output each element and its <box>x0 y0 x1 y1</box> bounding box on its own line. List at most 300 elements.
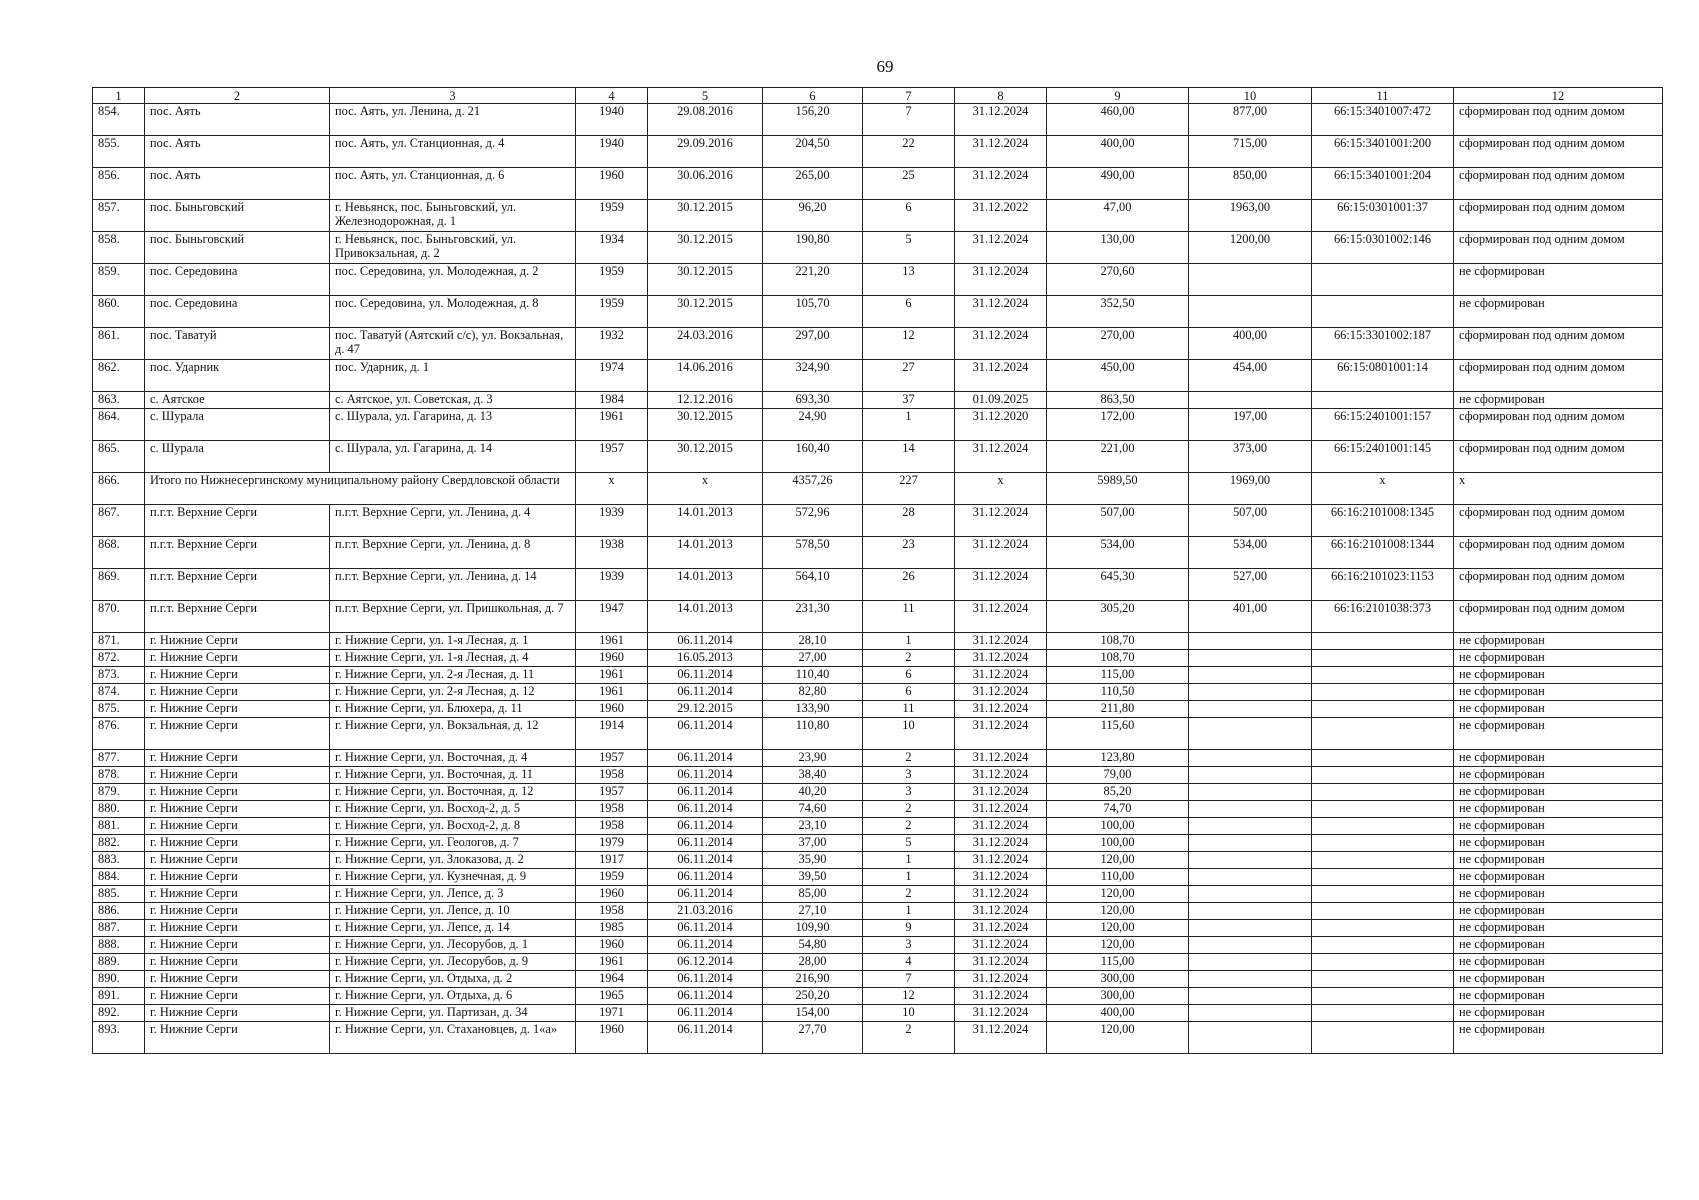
residents-cell: 11 <box>863 601 955 633</box>
deadline-cell: 31.12.2024 <box>955 264 1047 296</box>
locality-cell: г. Нижние Серги <box>145 1022 330 1054</box>
cadastral-number-cell: 66:16:2101008:1345 <box>1312 505 1454 537</box>
cadastral-number-cell <box>1312 296 1454 328</box>
row-number: 865. <box>93 441 145 473</box>
land-area-cell <box>1189 264 1312 296</box>
column-header: 5 <box>648 88 763 104</box>
cadastral-number-cell: 66:15:0301001:37 <box>1312 200 1454 232</box>
deadline-cell: 31.12.2024 <box>955 633 1047 650</box>
status-cell: не сформирован <box>1454 954 1663 971</box>
area-cell: 28,10 <box>763 633 863 650</box>
address-cell: г. Нижние Серги, ул. Лепсе, д. 14 <box>330 920 576 937</box>
year-cell: 1958 <box>576 903 648 920</box>
table-row <box>93 136 1663 168</box>
deadline-cell: 31.12.2024 <box>955 718 1047 750</box>
table-row <box>93 701 1663 718</box>
residents-cell: 26 <box>863 569 955 601</box>
table-row <box>93 886 1663 903</box>
area-cell: 110,80 <box>763 718 863 750</box>
locality-cell: г. Нижние Серги <box>145 988 330 1005</box>
cadastral-number-cell <box>1312 750 1454 767</box>
address-cell: г. Нижние Серги, ул. Стахановцев, д. 1«а» <box>330 1022 576 1054</box>
plot-area-cell: 300,00 <box>1047 971 1189 988</box>
address-cell: пос. Ударник, д. 1 <box>330 360 576 392</box>
table-row <box>93 767 1663 784</box>
area-cell: 4357,26 <box>763 473 863 505</box>
date-cell: 06.11.2014 <box>648 684 763 701</box>
area-cell: 23,90 <box>763 750 863 767</box>
locality-cell: г. Нижние Серги <box>145 667 330 684</box>
cadastral-number-cell: 66:16:2101023:1153 <box>1312 569 1454 601</box>
year-cell: 1958 <box>576 767 648 784</box>
column-header: 6 <box>763 88 863 104</box>
area-cell: 578,50 <box>763 537 863 569</box>
date-cell: 30.12.2015 <box>648 264 763 296</box>
year-cell: 1985 <box>576 920 648 937</box>
status-cell: не сформирован <box>1454 718 1663 750</box>
residents-cell: 28 <box>863 505 955 537</box>
row-number: 861. <box>93 328 145 360</box>
cadastral-number-cell <box>1312 869 1454 886</box>
table-row <box>93 869 1663 886</box>
status-cell: сформирован под одним домом <box>1454 232 1663 264</box>
locality-cell: г. Нижние Серги <box>145 701 330 718</box>
year-cell: 1961 <box>576 684 648 701</box>
cadastral-number-cell <box>1312 767 1454 784</box>
residents-cell: 13 <box>863 264 955 296</box>
plot-area-cell: 120,00 <box>1047 937 1189 954</box>
deadline-cell: 31.12.2024 <box>955 360 1047 392</box>
date-cell: 30.12.2015 <box>648 441 763 473</box>
locality-cell: г. Нижние Серги <box>145 971 330 988</box>
status-cell: не сформирован <box>1454 750 1663 767</box>
locality-cell: пос. Быньговский <box>145 232 330 264</box>
deadline-cell: 31.12.2024 <box>955 801 1047 818</box>
locality-cell: пос. Аять <box>145 104 330 136</box>
locality-cell: п.г.т. Верхние Серги <box>145 569 330 601</box>
land-area-cell: 373,00 <box>1189 441 1312 473</box>
residents-cell: 1 <box>863 869 955 886</box>
status-cell: не сформирован <box>1454 937 1663 954</box>
year-cell: 1960 <box>576 701 648 718</box>
address-cell: г. Нижние Серги, ул. Отдыха, д. 2 <box>330 971 576 988</box>
status-cell: не сформирован <box>1454 920 1663 937</box>
land-area-cell <box>1189 701 1312 718</box>
status-cell: сформирован под одним домом <box>1454 136 1663 168</box>
area-cell: 156,20 <box>763 104 863 136</box>
locality-cell: г. Нижние Серги <box>145 852 330 869</box>
land-area-cell: 1200,00 <box>1189 232 1312 264</box>
date-cell: 06.11.2014 <box>648 971 763 988</box>
status-cell: не сформирован <box>1454 701 1663 718</box>
row-number: 868. <box>93 537 145 569</box>
year-cell: 1940 <box>576 104 648 136</box>
plot-area-cell: 450,00 <box>1047 360 1189 392</box>
locality-cell: г. Нижние Серги <box>145 903 330 920</box>
address-cell: г. Нижние Серги, ул. Восточная, д. 4 <box>330 750 576 767</box>
area-cell: 216,90 <box>763 971 863 988</box>
date-cell: 30.06.2016 <box>648 168 763 200</box>
date-cell: 06.11.2014 <box>648 633 763 650</box>
deadline-cell: 31.12.2024 <box>955 667 1047 684</box>
locality-cell: г. Нижние Серги <box>145 869 330 886</box>
deadline-cell: 31.12.2024 <box>955 601 1047 633</box>
column-header: 2 <box>145 88 330 104</box>
address-cell: г. Нижние Серги, ул. Отдыха, д. 6 <box>330 988 576 1005</box>
cadastral-number-cell <box>1312 886 1454 903</box>
status-cell: не сформирован <box>1454 667 1663 684</box>
table-row <box>93 104 1663 136</box>
status-cell: сформирован под одним домом <box>1454 601 1663 633</box>
date-cell: 06.11.2014 <box>648 852 763 869</box>
table-row <box>93 569 1663 601</box>
land-area-cell <box>1189 718 1312 750</box>
deadline-cell: 31.12.2024 <box>955 784 1047 801</box>
cadastral-number-cell: 66:15:0801001:14 <box>1312 360 1454 392</box>
residents-cell: 9 <box>863 920 955 937</box>
column-header: 8 <box>955 88 1047 104</box>
year-cell: 1940 <box>576 136 648 168</box>
locality-cell: г. Нижние Серги <box>145 801 330 818</box>
year-cell: 1914 <box>576 718 648 750</box>
row-number: 870. <box>93 601 145 633</box>
area-cell: 38,40 <box>763 767 863 784</box>
address-cell: г. Нижние Серги, ул. Лесорубов, д. 1 <box>330 937 576 954</box>
cadastral-number-cell: 66:16:2101038:373 <box>1312 601 1454 633</box>
plot-area-cell: 120,00 <box>1047 920 1189 937</box>
status-cell: не сформирован <box>1454 1022 1663 1054</box>
address-cell: г. Нижние Серги, ул. Восточная, д. 11 <box>330 767 576 784</box>
date-cell: 06.11.2014 <box>648 784 763 801</box>
locality-cell: с. Аятское <box>145 392 330 409</box>
plot-area-cell: 534,00 <box>1047 537 1189 569</box>
land-area-cell <box>1189 971 1312 988</box>
plot-area-cell: 120,00 <box>1047 1022 1189 1054</box>
status-cell: не сформирован <box>1454 886 1663 903</box>
date-cell: 29.09.2016 <box>648 136 763 168</box>
table-row <box>93 264 1663 296</box>
address-cell: г. Невьянск, пос. Быньговский, ул. Привокзальная, д. 2 <box>330 232 576 264</box>
row-number: 891. <box>93 988 145 1005</box>
status-cell: не сформирован <box>1454 869 1663 886</box>
area-cell: 105,70 <box>763 296 863 328</box>
row-number: 885. <box>93 886 145 903</box>
land-area-cell <box>1189 1022 1312 1054</box>
table-row <box>93 920 1663 937</box>
status-cell: сформирован под одним домом <box>1454 569 1663 601</box>
plot-area-cell: 400,00 <box>1047 1005 1189 1022</box>
address-cell: г. Нижние Серги, ул. Лесорубов, д. 9 <box>330 954 576 971</box>
area-cell: 297,00 <box>763 328 863 360</box>
area-cell: 24,90 <box>763 409 863 441</box>
status-cell: сформирован под одним домом <box>1454 441 1663 473</box>
table-row <box>93 328 1663 360</box>
status-cell: не сформирован <box>1454 988 1663 1005</box>
plot-area-cell: 270,60 <box>1047 264 1189 296</box>
date-cell: 29.08.2016 <box>648 104 763 136</box>
year-cell: 1961 <box>576 409 648 441</box>
address-cell: г. Нижние Серги, ул. Блюхера, д. 11 <box>330 701 576 718</box>
area-cell: 204,50 <box>763 136 863 168</box>
address-cell: п.г.т. Верхние Серги, ул. Ленина, д. 4 <box>330 505 576 537</box>
plot-area-cell: 79,00 <box>1047 767 1189 784</box>
plot-area-cell: 130,00 <box>1047 232 1189 264</box>
year-cell: 1958 <box>576 801 648 818</box>
cadastral-number-cell <box>1312 264 1454 296</box>
land-area-cell: 1969,00 <box>1189 473 1312 505</box>
locality-cell: г. Нижние Серги <box>145 937 330 954</box>
plot-area-cell: 305,20 <box>1047 601 1189 633</box>
row-number: 884. <box>93 869 145 886</box>
cadastral-number-cell <box>1312 988 1454 1005</box>
locality-cell: пос. Аять <box>145 168 330 200</box>
locality-cell: пос. Середовина <box>145 296 330 328</box>
row-number: 889. <box>93 954 145 971</box>
cadastral-number-cell <box>1312 633 1454 650</box>
land-area-cell: 715,00 <box>1189 136 1312 168</box>
land-area-cell <box>1189 1005 1312 1022</box>
land-area-cell <box>1189 650 1312 667</box>
locality-cell: г. Нижние Серги <box>145 718 330 750</box>
year-cell: 1939 <box>576 505 648 537</box>
area-cell: 133,90 <box>763 701 863 718</box>
locality-cell: пос. Ударник <box>145 360 330 392</box>
address-cell: с. Шурала, ул. Гагарина, д. 13 <box>330 409 576 441</box>
residents-cell: 7 <box>863 971 955 988</box>
residents-cell: 12 <box>863 328 955 360</box>
land-area-cell <box>1189 886 1312 903</box>
cadastral-number-cell <box>1312 701 1454 718</box>
deadline-cell: 31.12.2024 <box>955 650 1047 667</box>
date-cell: 24.03.2016 <box>648 328 763 360</box>
table-row <box>93 441 1663 473</box>
table-row <box>93 835 1663 852</box>
cadastral-number-cell <box>1312 667 1454 684</box>
residents-cell: 4 <box>863 954 955 971</box>
plot-area-cell: 47,00 <box>1047 200 1189 232</box>
land-area-cell <box>1189 667 1312 684</box>
deadline-cell: 31.12.2024 <box>955 971 1047 988</box>
address-cell: г. Нижние Серги, ул. Геологов, д. 7 <box>330 835 576 852</box>
land-area-cell <box>1189 750 1312 767</box>
row-number: 886. <box>93 903 145 920</box>
deadline-cell: 31.12.2024 <box>955 920 1047 937</box>
date-cell: 12.12.2016 <box>648 392 763 409</box>
address-cell: г. Нижние Серги, ул. Восход-2, д. 8 <box>330 818 576 835</box>
deadline-cell: 31.12.2024 <box>955 537 1047 569</box>
date-cell: 06.11.2014 <box>648 886 763 903</box>
locality-cell: п.г.т. Верхние Серги <box>145 601 330 633</box>
residents-cell: 3 <box>863 767 955 784</box>
land-area-cell <box>1189 988 1312 1005</box>
deadline-cell: 31.12.2024 <box>955 750 1047 767</box>
date-cell: 06.11.2014 <box>648 767 763 784</box>
deadline-cell: 31.12.2024 <box>955 1005 1047 1022</box>
year-cell: 1960 <box>576 1022 648 1054</box>
year-cell: 1971 <box>576 1005 648 1022</box>
row-number: 881. <box>93 818 145 835</box>
row-number: 866. <box>93 473 145 505</box>
year-cell: 1984 <box>576 392 648 409</box>
cadastral-number-cell <box>1312 835 1454 852</box>
area-cell: 27,10 <box>763 903 863 920</box>
land-area-cell: 534,00 <box>1189 537 1312 569</box>
row-number: 857. <box>93 200 145 232</box>
row-number: 860. <box>93 296 145 328</box>
deadline-cell: 31.12.2024 <box>955 903 1047 920</box>
land-area-cell <box>1189 869 1312 886</box>
locality-cell: с. Шурала <box>145 441 330 473</box>
land-area-cell <box>1189 903 1312 920</box>
deadline-cell: 31.12.2024 <box>955 168 1047 200</box>
year-cell: x <box>576 473 648 505</box>
plot-area-cell: 863,50 <box>1047 392 1189 409</box>
land-area-cell: 1963,00 <box>1189 200 1312 232</box>
row-number: 883. <box>93 852 145 869</box>
status-cell: не сформирован <box>1454 392 1663 409</box>
status-cell: не сформирован <box>1454 801 1663 818</box>
address-cell: п.г.т. Верхние Серги, ул. Пришкольная, д. 7 <box>330 601 576 633</box>
cadastral-number-cell: 66:15:0301002:146 <box>1312 232 1454 264</box>
year-cell: 1961 <box>576 954 648 971</box>
locality-cell: г. Нижние Серги <box>145 1005 330 1022</box>
status-cell: x <box>1454 473 1663 505</box>
plot-area-cell: 300,00 <box>1047 988 1189 1005</box>
row-number: 893. <box>93 1022 145 1054</box>
status-cell: сформирован под одним домом <box>1454 409 1663 441</box>
status-cell: сформирован под одним домом <box>1454 537 1663 569</box>
plot-area-cell: 123,80 <box>1047 750 1189 767</box>
plot-area-cell: 74,70 <box>1047 801 1189 818</box>
row-number: 873. <box>93 667 145 684</box>
locality-cell: с. Шурала <box>145 409 330 441</box>
cadastral-number-cell <box>1312 818 1454 835</box>
cadastral-number-cell <box>1312 852 1454 869</box>
status-cell: сформирован под одним домом <box>1454 104 1663 136</box>
year-cell: 1964 <box>576 971 648 988</box>
status-cell: сформирован под одним домом <box>1454 168 1663 200</box>
date-cell: 06.11.2014 <box>648 988 763 1005</box>
status-cell: сформирован под одним домом <box>1454 328 1663 360</box>
deadline-cell: 31.12.2024 <box>955 1022 1047 1054</box>
year-cell: 1959 <box>576 296 648 328</box>
address-cell: г. Нижние Серги, ул. Восточная, д. 12 <box>330 784 576 801</box>
year-cell: 1934 <box>576 232 648 264</box>
address-cell: г. Нижние Серги, ул. 2-я Лесная, д. 11 <box>330 667 576 684</box>
area-cell: 27,00 <box>763 650 863 667</box>
area-cell: 231,30 <box>763 601 863 633</box>
deadline-cell: 31.12.2024 <box>955 937 1047 954</box>
locality-cell: г. Нижние Серги <box>145 835 330 852</box>
status-cell: не сформирован <box>1454 1005 1663 1022</box>
date-cell: 06.11.2014 <box>648 750 763 767</box>
residents-cell: 2 <box>863 818 955 835</box>
year-cell: 1932 <box>576 328 648 360</box>
locality-cell: пос. Аять <box>145 136 330 168</box>
area-cell: 85,00 <box>763 886 863 903</box>
area-cell: 109,90 <box>763 920 863 937</box>
row-number: 862. <box>93 360 145 392</box>
residents-cell: 27 <box>863 360 955 392</box>
plot-area-cell: 108,70 <box>1047 633 1189 650</box>
table-row <box>93 392 1663 409</box>
date-cell: 06.11.2014 <box>648 835 763 852</box>
table-row <box>93 360 1663 392</box>
plot-area-cell: 120,00 <box>1047 903 1189 920</box>
land-area-cell <box>1189 633 1312 650</box>
date-cell: 30.12.2015 <box>648 409 763 441</box>
residents-cell: 12 <box>863 988 955 1005</box>
row-number: 867. <box>93 505 145 537</box>
year-cell: 1959 <box>576 200 648 232</box>
area-cell: 28,00 <box>763 954 863 971</box>
year-cell: 1959 <box>576 264 648 296</box>
address-cell: г. Нижние Серги, ул. 1-я Лесная, д. 1 <box>330 633 576 650</box>
table-row <box>93 296 1663 328</box>
residents-cell: 10 <box>863 1005 955 1022</box>
year-cell: 1960 <box>576 650 648 667</box>
date-cell: 06.11.2014 <box>648 1022 763 1054</box>
residents-cell: 5 <box>863 232 955 264</box>
date-cell: 30.12.2015 <box>648 232 763 264</box>
cadastral-number-cell <box>1312 801 1454 818</box>
plot-area-cell: 172,00 <box>1047 409 1189 441</box>
deadline-cell: 31.12.2024 <box>955 232 1047 264</box>
date-cell: 30.12.2015 <box>648 200 763 232</box>
cadastral-number-cell: 66:15:2401001:145 <box>1312 441 1454 473</box>
land-area-cell: 401,00 <box>1189 601 1312 633</box>
table-row <box>93 473 1663 505</box>
deadline-cell: 01.09.2025 <box>955 392 1047 409</box>
table-row <box>93 505 1663 537</box>
area-cell: 160,40 <box>763 441 863 473</box>
table-row <box>93 801 1663 818</box>
table-row <box>93 954 1663 971</box>
date-cell: 21.03.2016 <box>648 903 763 920</box>
year-cell: 1960 <box>576 886 648 903</box>
row-number: 875. <box>93 701 145 718</box>
residents-cell: 2 <box>863 801 955 818</box>
land-area-cell <box>1189 954 1312 971</box>
address-cell: пос. Середовина, ул. Молодежная, д. 8 <box>330 296 576 328</box>
plot-area-cell: 270,00 <box>1047 328 1189 360</box>
locality-cell: г. Нижние Серги <box>145 920 330 937</box>
land-area-cell <box>1189 784 1312 801</box>
deadline-cell: 31.12.2024 <box>955 441 1047 473</box>
area-cell: 37,00 <box>763 835 863 852</box>
locality-cell: г. Нижние Серги <box>145 954 330 971</box>
area-cell: 54,80 <box>763 937 863 954</box>
table-row <box>93 1022 1663 1054</box>
plot-area-cell: 5989,50 <box>1047 473 1189 505</box>
total-label: Итого по Нижнесергинскому муниципальному району Свердловской области <box>145 473 576 505</box>
land-area-cell <box>1189 767 1312 784</box>
date-cell: 06.11.2014 <box>648 818 763 835</box>
table-row <box>93 601 1663 633</box>
row-number: 880. <box>93 801 145 818</box>
status-cell: не сформирован <box>1454 650 1663 667</box>
deadline-cell: 31.12.2024 <box>955 136 1047 168</box>
residents-cell: 22 <box>863 136 955 168</box>
land-area-cell <box>1189 937 1312 954</box>
residents-cell: 2 <box>863 1022 955 1054</box>
residents-cell: 6 <box>863 200 955 232</box>
plot-area-cell: 120,00 <box>1047 852 1189 869</box>
year-cell: 1979 <box>576 835 648 852</box>
cadastral-number-cell <box>1312 937 1454 954</box>
residents-cell: 2 <box>863 750 955 767</box>
locality-cell: г. Нижние Серги <box>145 886 330 903</box>
